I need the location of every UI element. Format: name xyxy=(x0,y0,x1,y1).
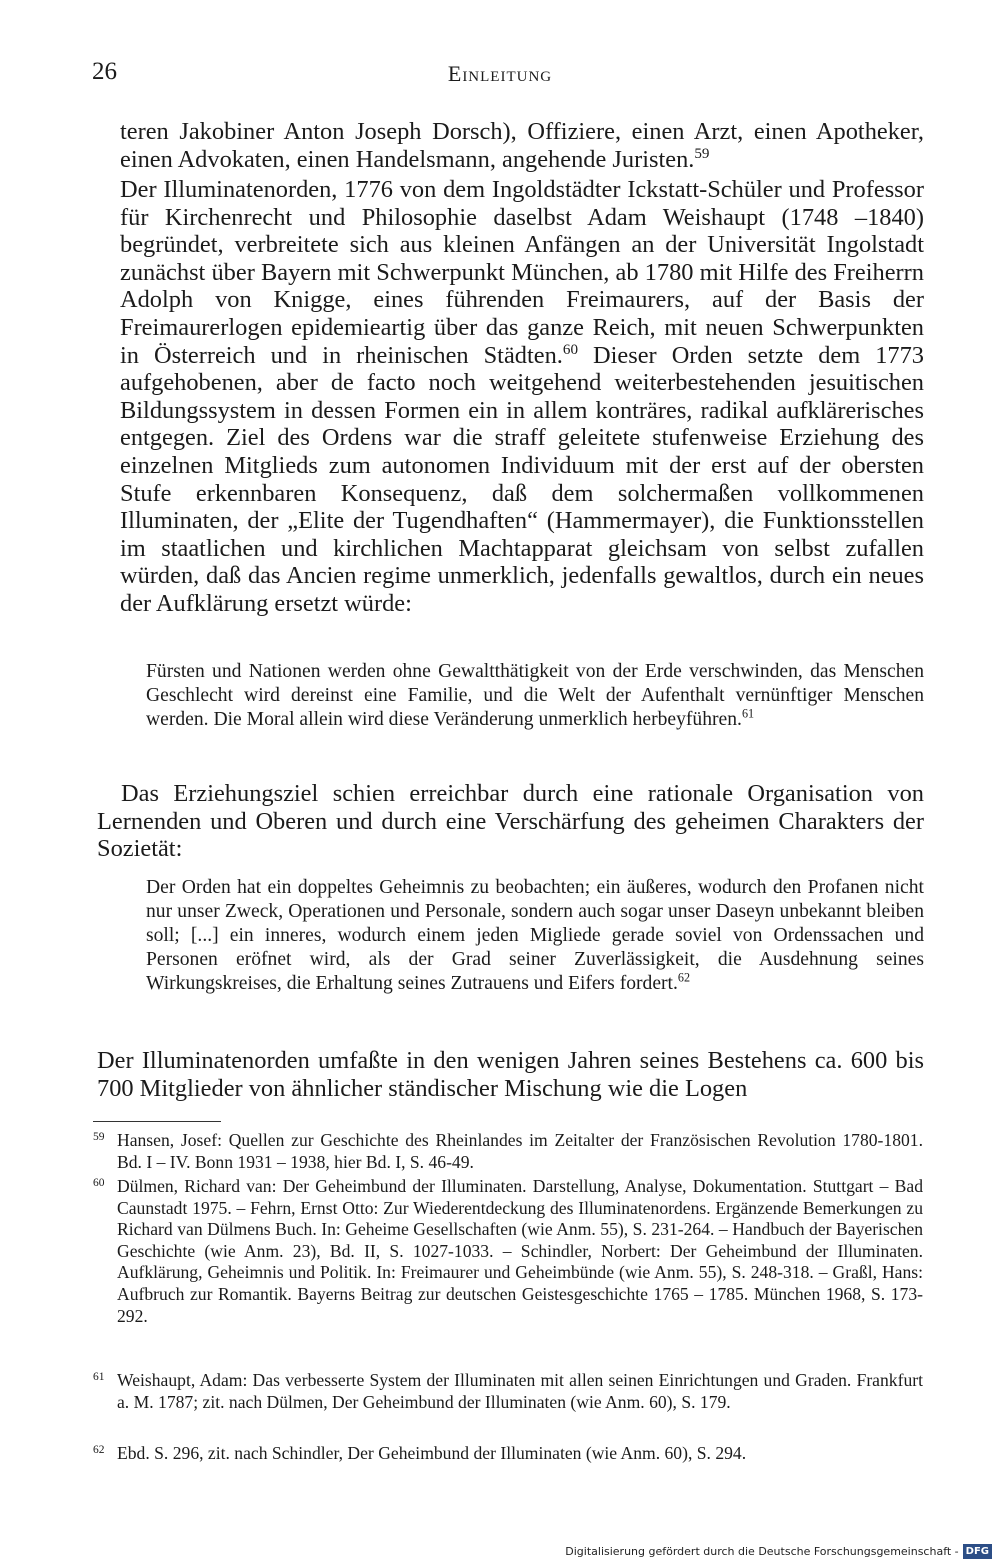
footnote-number: 59 xyxy=(93,1131,105,1143)
block-quote-2 xyxy=(146,876,924,996)
footnote-text: Hansen, Josef: Quellen zur Geschichte des Rheinlandes im Zeitalter der Französischen Revolution 1780-1801. Bd. I – IV. Bonn 1931 – 1938, hier Bd. I, S. 46-49. xyxy=(117,1130,923,1172)
paragraph-2 xyxy=(120,176,924,618)
funding-text: Digitalisierung gefördert durch die Deutsche Forschungsgemeinschaft - xyxy=(565,1544,959,1558)
footnote-text: Ebd. S. 296, zit. nach Schindler, Der Geheimbund der Illuminaten (wie Anm. 60), S. 294. xyxy=(117,1443,747,1463)
footnote-ref-60: 60 xyxy=(562,341,578,358)
footnote-59 xyxy=(93,1130,923,1173)
paragraph-2b-text: Dieser Orden setzte dem 1773 aufgehobenen, aber de facto noch weitgehend weiterbestehenden jesuitischen Bildungssystem in dessen Formen ein in allem konträres, radikal aufklärerisches entgegen. Ziel des Ordens war die straff geleitete stufenweise Erziehung des einzelnen Mitglieds zum autonomen Individuum mit der erst auf der obersten Stufe erkennbaren Konsequenz, daß dem solchermaßen vollkommenen Illuminaten, der „Elite der Tugendhaften“ (Hammermayer), die Funktionsstellen im staatlichen und kirchlichen Machtapparat gleichsam von selbst zufallen würden, daß das Ancien regime unmerklich, jedenfalls gewaltlos, durch ein neues der Aufklärung ersetzt würde: xyxy=(120,341,924,617)
footnote-text: Dülmen, Richard van: Der Geheimbund der Illuminaten. Darstellung, Analyse, Dokumentation. Stuttgart – Bad Caunstadt 1975. – Fehrn, Ernst Otto: Zur Wiederentdeckung des Illuminatenordens. Ergänzende Bemerkungen zu Richard van Dülmens Buch. In: Geheime Gesellschaften (wie Anm. 55), S. 231-264. – Handbuch der Bayerischen Geschichte (wie Anm. 23), Bd. II, S. 1027-1033. – Schindler, Norbert: Der Geheimbund der Illuminaten. Aufklärung, Geheimnis und Politik. In: Freimaurer und Geheimbünde (wie Anm. 55), S. 248-318. – Graßl, Hans: Aufbruch zur Romantik. Bayerns Beitrag zur deutschen Geistesgeschichte 1765 – 1785. München 1968, S. 173-292. xyxy=(117,1176,923,1326)
block-quote-1-text: Fürsten und Nationen werden ohne Gewaltthätigkeit von der Erde verschwinden, das Menschen Geschlecht wird dereinst eine Familie, und die Welt der Aufenthalt vernünftiger Menschen werden. Die Moral allein wird diese Veränderung unmerklich herbeyführen. xyxy=(146,661,924,730)
paragraph-3 xyxy=(97,780,924,863)
footnote-number: 60 xyxy=(93,1177,105,1189)
paragraph-2a-text: Der Illuminatenorden, 1776 von dem Ingoldstädter Ickstatt-Schüler und Professor für Kirchenrecht und Philosophie daselbst Adam Weishaupt (1748 –1840) begründet, verbreitete sich aus kleinen Anfängen an der Universität Ingolstadt zunächst über Bayern mit Schwerpunkt München, ab 1780 mit Hilfe des Freiherrn Adolph von Knigge, eines führenden Freimaurers, auf der Basis der Freimaurerlogen epidemieartig über das ganze Reich, mit neuen Schwerpunkten in Österreich und in rheinischen Städten. xyxy=(120,176,924,369)
paragraph-1 xyxy=(120,118,924,173)
funding-notice xyxy=(565,1539,992,1563)
paragraph-4-text: Der Illuminatenorden umfaßte in den wenigen Jahren seines Bestehens ca. 600 bis 700 Mitglieder von ähnlicher ständischer Mischung wie die Logen xyxy=(97,1047,924,1102)
dfg-logo: DFG xyxy=(963,1544,992,1559)
paragraph-3-text: Das Erziehungsziel schien erreichbar durch eine rationale Organisation von Lernenden und Oberen und durch eine Verschärfung des geheimen Charakters der Sozietät: xyxy=(97,780,924,863)
running-head: Einleitung xyxy=(447,61,553,86)
footnote-number: 61 xyxy=(93,1371,105,1383)
footnote-text: Weishaupt, Adam: Das verbesserte System der Illuminaten mit allen seinen Einrichtungen und Graden. Frankfurt a. M. 1787; zit. nach Dülmen, Der Geheimbund der Illuminaten (wie Anm. 60), S. 179. xyxy=(117,1370,923,1412)
block-quote-2-text: Der Orden hat ein doppeltes Geheimnis zu beobachten; ein äußeres, wodurch den Profanen nicht nur unser Zweck, Operationen und Personale, sondern auch sogar unser Daseyn unbekannt bleiben soll; [...] ein inneres, wodurch einem jeden Migliede gerade soviel von Ordenssachen und Personen eröfnet wird, als der Grad seiner Zuverlässigkeit, die Ausdehnung seines Wirkungskreises, die Erhaltung seines Zutrauens und Eifers fordert. xyxy=(146,877,924,994)
footnote-60 xyxy=(93,1176,923,1327)
paragraph-4 xyxy=(97,1047,924,1102)
block-quote-1 xyxy=(146,660,924,732)
paragraph-1-text: teren Jakobiner Anton Joseph Dorsch), Offiziere, einen Arzt, einen Apotheker, einen Advokaten, einen Handelsmann, angehende Juristen. xyxy=(120,118,924,173)
footnote-ref-59: 59 xyxy=(694,145,710,162)
footnote-number: 62 xyxy=(93,1444,105,1456)
footnote-separator xyxy=(93,1121,221,1122)
footnote-ref-61: 61 xyxy=(741,706,755,721)
footnote-61 xyxy=(93,1370,923,1413)
footnote-62 xyxy=(93,1443,923,1465)
footnote-ref-62: 62 xyxy=(677,970,691,985)
page-number: 26 xyxy=(92,58,117,85)
